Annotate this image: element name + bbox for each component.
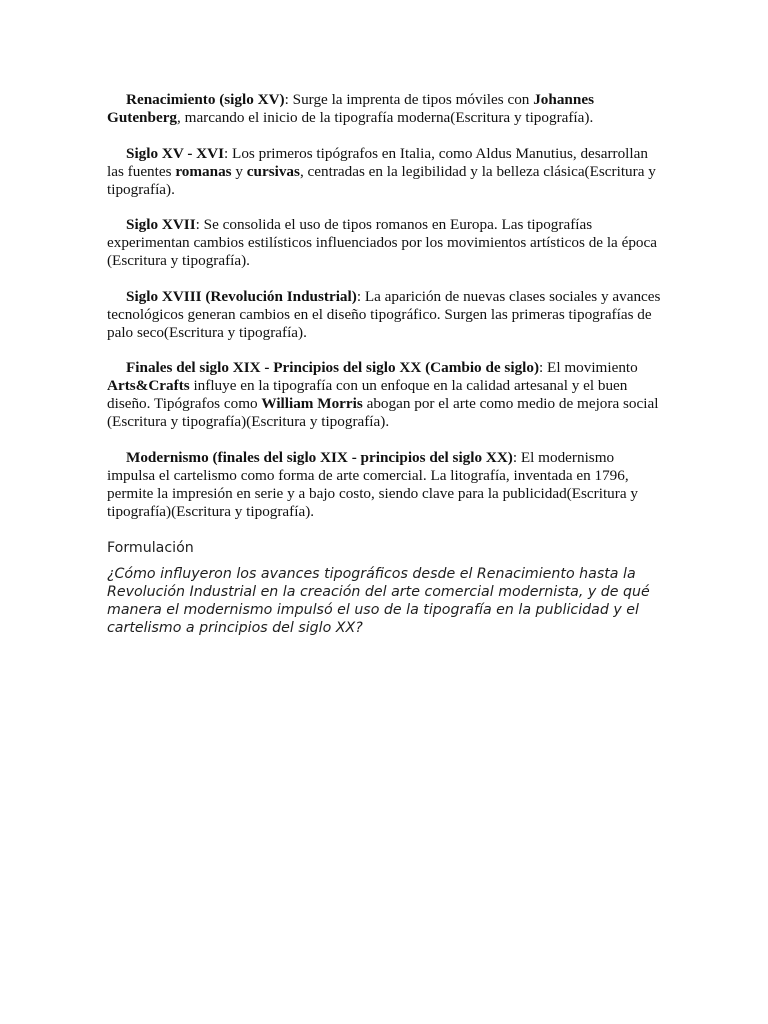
paragraph-siglo-xviii	[107, 288, 663, 342]
paragraph-text: : Surge la imprenta de tipos móviles con	[284, 91, 534, 108]
paragraph-text: : El modernismo impulsa el cartelismo como forma de arte comercial. La litografía, inventada en 1796, permite la impresión en serie y a bajo costo, siendo clave para la publicidad(Escritura y tipografía)(Escritura y tipografía).	[107, 448, 638, 520]
paragraph-cambio-de-siglo	[107, 359, 663, 431]
paragraph-term: Siglo XVIII (Revolución Industrial)	[126, 287, 357, 305]
paragraph-term: romanas	[175, 162, 232, 180]
paragraph-term: Siglo XV - XVI	[126, 144, 225, 162]
paragraph-term: Johannes Gutenberg	[107, 91, 594, 126]
paragraph-term: Renacimiento (siglo XV)	[126, 91, 285, 108]
paragraph-text: : Los primeros tipógrafos en Italia, como Aldus Manutius, desarrollan las fuentes	[107, 144, 648, 180]
paragraph-text: : El movimiento	[539, 359, 638, 376]
paragraph-text: : La aparición de nuevas clases sociales y avances tecnológicos generan cambios en el diseño tipográfico. Surgen las primeras tipografías de palo seco(Escritura y tipografía).	[107, 287, 661, 341]
paragraph-term: Finales del siglo XIX - Principios del siglo XX (Cambio de siglo)	[126, 359, 540, 376]
paragraph-siglo-xvii	[107, 216, 663, 270]
paragraph-text: : Se consolida el uso de tipos romanos en Europa. Las tipografías experimentan cambios estilísticos influenciados por los movimientos artísticos de la época (Escritura y tipografía).	[107, 216, 657, 269]
paragraph-text: , centradas en la legibilidad y la belleza clásica(Escritura y tipografía).	[107, 162, 656, 198]
document-page	[107, 91, 663, 637]
paragraph-term: Siglo XVII	[126, 216, 196, 233]
paragraph-text: , marcando el inicio de la tipografía moderna(Escritura y tipografía).	[177, 109, 594, 126]
paragraph-term: Arts&Crafts	[107, 377, 190, 394]
paragraph-siglo-xv-xvi	[107, 145, 663, 199]
paragraph-text: abogan por el arte como medio de mejora social (Escritura y tipografía)(Escritura y tipografía).	[107, 395, 659, 430]
paragraph-renacimiento	[107, 91, 663, 127]
paragraph-text: influye en la tipografía con un enfoque en la calidad artesanal y el buen diseño. Tipógrafos como	[107, 377, 628, 412]
research-question: ¿Cómo influyeron los avances tipográficos desde el Renacimiento hasta la Revolución Industrial en la creación del arte comercial modernista, y de qué manera el modernismo impulsó el uso de la tipografía en la publicidad y el cartelismo a principios del siglo XX?	[107, 565, 650, 636]
paragraph-text: y	[231, 162, 247, 180]
paragraph-modernismo	[107, 449, 663, 521]
section-heading-formulacion: Formulación	[107, 539, 194, 556]
paragraph-term: cursivas	[246, 162, 300, 180]
paragraph-term: Modernismo (finales del siglo XIX - principios del siglo XX)	[126, 448, 513, 466]
paragraph-term: William Morris	[261, 395, 363, 412]
